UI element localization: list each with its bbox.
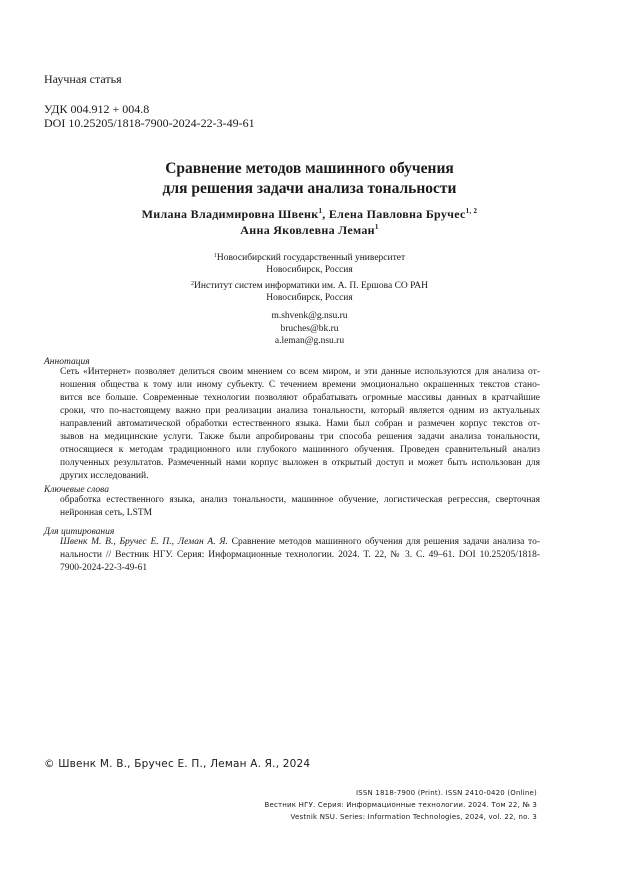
keywords-line: обработка естественного языка, анализ тональности, машинное обучение, логистическая регрессия, сверточная <box>60 495 540 505</box>
doi: DOI 10.25205/1818-7900-2024-22-3-49-61 <box>44 116 255 130</box>
author-affiliation-mark: 1 <box>318 207 323 215</box>
affiliation-city: Новосибирск, Россия <box>266 293 353 303</box>
citation-text <box>60 536 540 575</box>
author-list: Милана Владимировна Швенк$^1$, Елена Павловна Бручес$^{1, 2}$ Анна Яковлевна Леман$^1$ <box>141 207 478 237</box>
abstract-line: полученных результатов. Размеченный нами корпус выложен в открытый доступ и может быть использован для <box>60 458 540 468</box>
citation-authors: Швенк М. В., Бручес Е. П., Леман А. Я. <box>60 537 228 547</box>
affiliation <box>0 280 619 304</box>
title-line: для решения задачи анализа тональности <box>162 180 457 197</box>
abstract-line: других исследований. <box>60 471 149 481</box>
article-type: Научная статья <box>44 72 122 86</box>
author-affiliation-mark: 1 <box>374 223 379 231</box>
author-name: Елена Павловна Бручес <box>328 207 466 221</box>
author-affiliation-mark: 1, 2 <box>465 207 478 215</box>
abstract-line: направлений автоматической обработки естественного языка. Нами был собран и размечен корпус текстов от- <box>60 419 540 429</box>
author-name: Милана Владимировна Швенк <box>141 207 319 221</box>
citation-label: Для цитирования <box>44 527 115 537</box>
keywords-label: Ключевые слова <box>44 485 109 495</box>
email-link[interactable]: a.leman@g.nsu.ru <box>274 336 345 346</box>
paper-title <box>0 159 619 199</box>
keywords-line: нейронная сеть, LSTM <box>60 508 153 518</box>
author-name: Анна Яковлевна Леман <box>240 223 375 237</box>
affiliation-org: Институт систем информатики им. А. П. Ершова СО РАН <box>194 281 428 291</box>
abstract-line: ношения общества к тому или иному субъекту. С течением времени эмоционально окрашенных текстов стано- <box>60 380 540 390</box>
abstract-line: сроки, что по-настоящему важно при реализации анализа тональности, который является одним из актуальных <box>60 406 540 416</box>
email-link[interactable]: m.shvenk@g.nsu.ru <box>271 311 348 321</box>
issn-line: ISSN 1818-7900 (Print). ISSN 2410-0420 (Online) <box>355 789 537 797</box>
abstract-text <box>60 366 540 483</box>
affiliation-org: Новосибирский государственный университет <box>216 253 406 263</box>
keywords-text <box>60 494 540 520</box>
copyright-notice: © Швенк М. В., Бручес Е. П., Леман А. Я., 2024 <box>44 758 311 770</box>
journal-ru-line: Вестник НГУ. Серия: Информационные технологии. 2024. Том 22, № 3 <box>264 801 537 809</box>
journal-en-line: Vestnik NSU. Series: Information Technologies, 2024, vol. 22, no. 3 <box>290 813 537 821</box>
citation-line: 7900-2024-22-3-49-61 <box>60 563 148 573</box>
title-line: Сравнение методов машинного обучения <box>165 160 454 177</box>
citation-title: Сравнение методов машинного обучения для решения задачи анализа то- <box>227 537 540 547</box>
udc-code: УДК 004.912 + 004.8 <box>44 102 150 116</box>
citation-line <box>60 536 540 549</box>
email-link[interactable]: bruches@bk.ru <box>280 323 339 334</box>
abstract-line: относящиеся к методам традиционного или глубокого машинного обучения. Проведен сравнительный анализ <box>60 445 540 455</box>
affiliation-city: Новосибирск, Россия <box>266 265 353 275</box>
abstract-label: Аннотация <box>44 357 90 367</box>
abstract-line: Сеть «Интернет» позволяет делиться своим мнением со всем миром, и эти данные используются для анализа от- <box>60 367 540 377</box>
affiliation <box>0 252 619 276</box>
abstract-line: зывов на медицинские услуги. Также были апробированы три способа решения задачи анализа тональности, <box>60 432 540 442</box>
affiliation-mark: 2 <box>191 281 195 287</box>
citation-line: нальности // Вестник НГУ. Серия: Информационные технологии. 2024. Т. 22, № 3. С. 49–61. DOI 10.25205/1818- <box>60 550 540 560</box>
affiliation-mark: 1 <box>213 253 217 259</box>
abstract-line: вится все больше. Современные технологии позволяют обрабатывать огромные массивы данных в кратчайшие <box>60 393 540 403</box>
email-list <box>0 310 619 348</box>
